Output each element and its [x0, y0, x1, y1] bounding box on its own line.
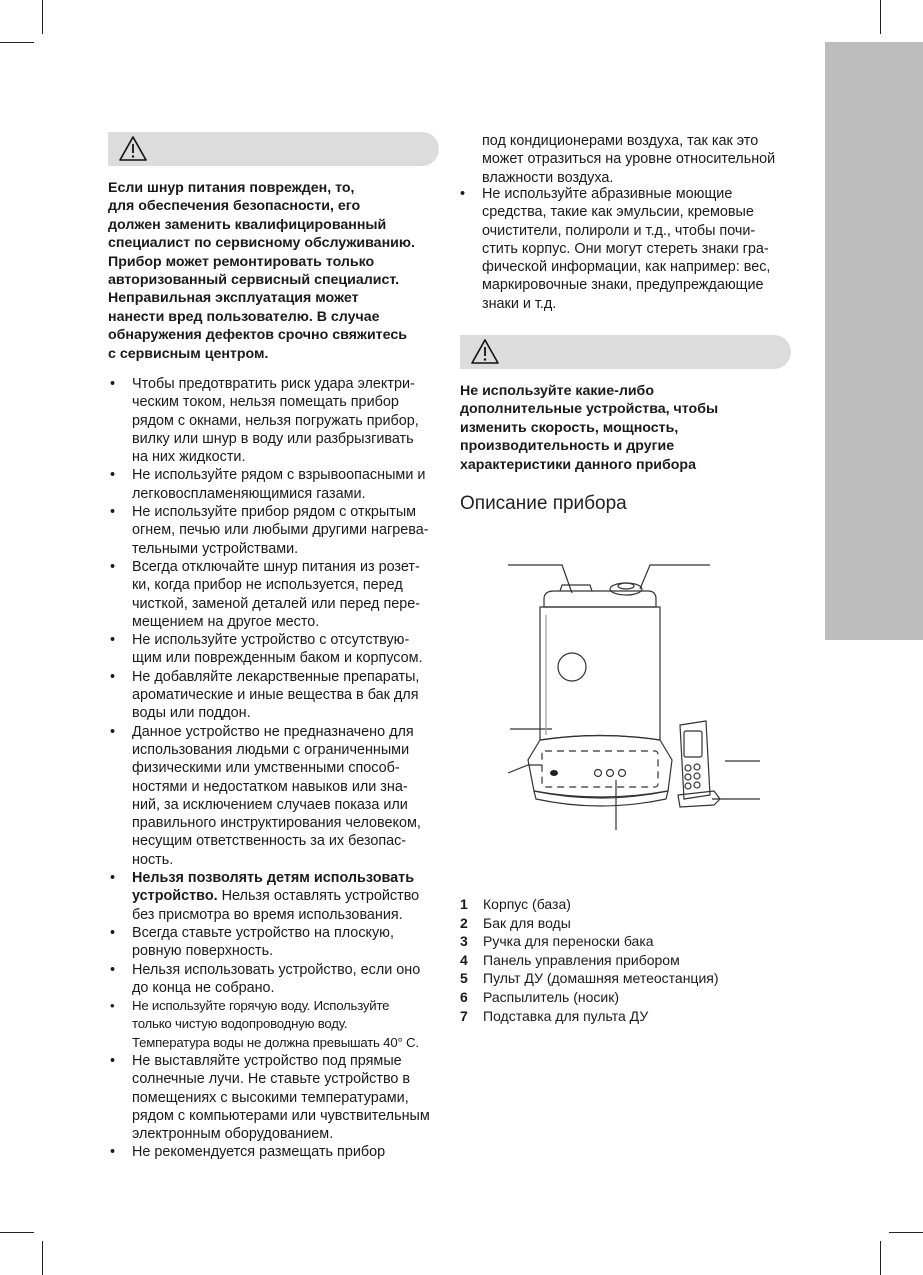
safety-list-left — [110, 375, 430, 1162]
part-number: 7 — [460, 1007, 468, 1024]
text-line: до конца не собрано. — [132, 979, 275, 996]
text-line: правильного инструктирования человеком, — [132, 815, 421, 832]
warning-line: обнаружения дефектов срочно свяжитесь — [108, 327, 407, 344]
section-title: Описание прибора — [460, 493, 627, 514]
humidifier-diagram — [500, 555, 760, 830]
bullet-icon: • — [110, 467, 116, 484]
text-line: Не используйте горячую воду. Используйте — [132, 998, 390, 1014]
list-item — [110, 375, 430, 466]
text-line: ческим током, нельзя помещать прибор — [132, 394, 399, 411]
bullet-icon: • — [110, 1052, 116, 1069]
list-item — [460, 185, 770, 313]
text-line: ровную поверхность. — [132, 943, 274, 960]
warning-line: Если шнур питания поврежден, то, — [108, 180, 355, 196]
text-line: использования людьми с ограниченными — [132, 741, 410, 758]
crop-mark — [42, 1241, 43, 1275]
text-line: ностями и недостатком навыков или зна- — [132, 778, 408, 795]
text-line: физическими или умственными способ- — [132, 760, 400, 777]
part-number: 3 — [460, 933, 468, 950]
crop-mark — [880, 1241, 881, 1275]
part-item — [460, 988, 719, 1007]
list-item — [110, 631, 430, 668]
text-line: легковоспламеняющимися газами. — [132, 485, 366, 502]
warning-triangle-icon — [118, 135, 148, 162]
warning-line: дополнительные устройства, чтобы — [460, 401, 719, 418]
text-line: без присмотра во время использования. — [132, 906, 403, 923]
part-item — [460, 969, 719, 988]
base-body — [528, 736, 672, 798]
bullet-icon: • — [110, 668, 116, 685]
text-line: стить корпус. Они могут стереть знаки гра- — [482, 240, 769, 257]
warning-banner — [460, 335, 791, 369]
text-line: рядом с окнами, нельзя погружать прибор, — [132, 412, 419, 429]
control-panel — [542, 751, 658, 787]
part-number: 6 — [460, 988, 468, 1005]
crop-mark — [0, 1232, 34, 1233]
text-line: ароматические и иные вещества в бак для — [132, 687, 419, 704]
text-line: Не используйте абразивные моющие — [482, 186, 733, 202]
bullet-icon: • — [110, 558, 116, 575]
list-item — [110, 503, 430, 558]
text-line: чисткой, заменой деталей или перед пере- — [132, 595, 421, 612]
part-number: 4 — [460, 951, 468, 968]
bullet-icon: • — [110, 924, 116, 941]
text-line: под кондиционерами воздуха, так как это — [482, 133, 759, 149]
text-line: влажности воздуха. — [482, 169, 614, 186]
text-line: фической информации, как например: вес, — [482, 259, 771, 276]
list-item — [110, 723, 430, 869]
text-line: только чистую водопроводную воду. — [132, 1016, 348, 1032]
text-line: Не рекомендуется размещать прибор — [132, 1144, 386, 1161]
crop-mark — [42, 0, 43, 34]
list-item — [110, 466, 430, 503]
part-item — [460, 932, 719, 951]
tank-top — [544, 591, 656, 607]
text-line: очистители, полироли и т.д., чтобы почи- — [482, 222, 756, 239]
part-label: Корпус (база) — [483, 896, 571, 912]
list-item — [110, 997, 430, 1052]
warning-line: Прибор может ремонтировать только — [108, 253, 375, 270]
warning-line: авторизованный сервисный специалист. — [108, 272, 400, 289]
text-line: воды или поддон. — [132, 705, 251, 722]
bullet-icon: • — [110, 961, 116, 978]
part-label: Ручка для переноски бака — [483, 933, 654, 950]
text-line: тельными устройствами. — [132, 540, 299, 557]
part-number: 2 — [460, 914, 468, 931]
text-line: щим или поврежденным баком и корпусом. — [132, 650, 423, 667]
language-tab — [825, 42, 923, 640]
bullet-icon: • — [110, 998, 115, 1014]
part-item — [460, 914, 719, 933]
text-line: Всегда отключайте шнур питания из розет- — [132, 558, 420, 575]
part-label: Подставка для пульта ДУ — [483, 1007, 649, 1024]
part-label: Панель управления прибором — [483, 951, 680, 968]
text-line: может отразиться на уровне относительной — [482, 151, 776, 168]
part-item — [460, 1007, 719, 1026]
list-item — [110, 869, 430, 924]
list-item — [110, 961, 430, 998]
text-line: ность. — [132, 851, 174, 868]
warning-line: производительность и другие — [460, 438, 675, 455]
list-item — [110, 558, 430, 631]
text-line: Чтобы предотвратить риск удара электри- — [132, 376, 415, 392]
warning-line: характеристики данного прибора — [460, 456, 696, 473]
water-tank — [540, 607, 660, 740]
part-item — [460, 895, 719, 914]
part-label: Бак для воды — [483, 914, 571, 931]
text-line: Не выставляйте устройство под прямые — [132, 1052, 402, 1069]
continuation-text — [482, 132, 775, 187]
safety-list-right — [460, 185, 770, 313]
warning-triangle-icon — [470, 338, 500, 365]
bullet-icon: • — [110, 632, 116, 649]
text-line: ки, когда прибор не используется, перед — [132, 577, 403, 594]
warning-line: Неправильная эксплуатация может — [108, 290, 359, 307]
warning-line: с сервисным центром. — [108, 345, 269, 362]
part-item — [460, 951, 719, 970]
warning-line: изменить скорость, мощность, — [460, 419, 679, 436]
bullet-icon: • — [110, 870, 116, 887]
warning-line: Не используйте какие-либо — [460, 383, 654, 399]
text-line: устройство. Нельзя оставлять устройство — [132, 888, 420, 905]
part-number: 5 — [460, 970, 468, 987]
text-line: средства, такие как эмульсии, кремовые — [482, 204, 754, 221]
warning-banner — [108, 132, 439, 166]
list-item — [110, 668, 430, 723]
text-line: Данное устройство не предназначено для — [132, 723, 414, 740]
crop-mark — [0, 42, 34, 43]
carry-handle — [560, 585, 592, 591]
bullet-icon: • — [110, 376, 116, 392]
text-line: на них жидкости. — [132, 449, 246, 466]
text-line: Всегда ставьте устройство на плоскую, — [132, 924, 394, 941]
bullet-icon: • — [110, 1144, 116, 1161]
part-number: 1 — [460, 896, 468, 912]
text-line: Не добавляйте лекарственные препараты, — [132, 668, 420, 685]
warning-line: специалист по сервисному обслуживанию. — [108, 235, 415, 252]
text-line: знаки и т.д. — [482, 295, 557, 312]
list-item — [110, 1143, 430, 1161]
parts-list — [460, 895, 719, 1025]
warning-line: должен заменить квалифицированный — [108, 216, 387, 233]
leader-line — [640, 565, 710, 589]
warning-text-left — [108, 179, 415, 363]
crop-mark — [880, 0, 881, 34]
text-line: ний, за исключением случаев показа или — [132, 796, 408, 813]
text-line: вилку или шнур в воду или разбрызгивать — [132, 430, 414, 447]
leader-line — [508, 565, 572, 593]
text-line: мещением на другое место. — [132, 613, 320, 630]
part-label: Распылитель (носик) — [483, 988, 620, 1005]
text-line: маркировочные знаки, предупреждающие — [482, 277, 764, 294]
text-line: огнем, печью или любыми другими нагрева- — [132, 522, 429, 539]
list-item — [110, 924, 430, 961]
text-line: несущим ответственность за их безопас- — [132, 833, 407, 850]
bullet-icon: • — [460, 186, 466, 202]
text-line: электронным оборудованием. — [132, 1126, 334, 1143]
text-line: Не используйте устройство с отсутствую- — [132, 632, 410, 649]
bullet-icon: • — [110, 723, 116, 740]
text-line: Нельзя позволять детям использовать — [132, 870, 415, 887]
tank-window — [558, 653, 586, 681]
text-line: Температура воды не должна превышать 40° С. — [132, 1034, 419, 1050]
text-line: Не используйте прибор рядом с открытым — [132, 504, 417, 521]
warning-text-right — [460, 382, 718, 474]
text-line: помещениях с высокими температурами, — [132, 1089, 409, 1106]
text-line: рядом с компьютерами или чувствительным — [132, 1107, 430, 1124]
text-line: Нельзя использовать устройство, если оно — [132, 961, 421, 978]
list-item — [110, 1052, 430, 1143]
part-label: Пульт ДУ (домашняя метеостанция) — [483, 970, 719, 987]
text-line: солнечные лучи. Не ставьте устройство в — [132, 1071, 411, 1088]
warning-line: нанести вред пользователю. В случае — [108, 308, 380, 325]
warning-line: для обеспечения безопасности, его — [108, 198, 361, 215]
crop-mark — [889, 1232, 923, 1233]
text-line: Не используйте рядом с взрывоопасными и — [132, 467, 426, 484]
leader-line — [508, 765, 542, 773]
bullet-icon: • — [110, 504, 116, 521]
